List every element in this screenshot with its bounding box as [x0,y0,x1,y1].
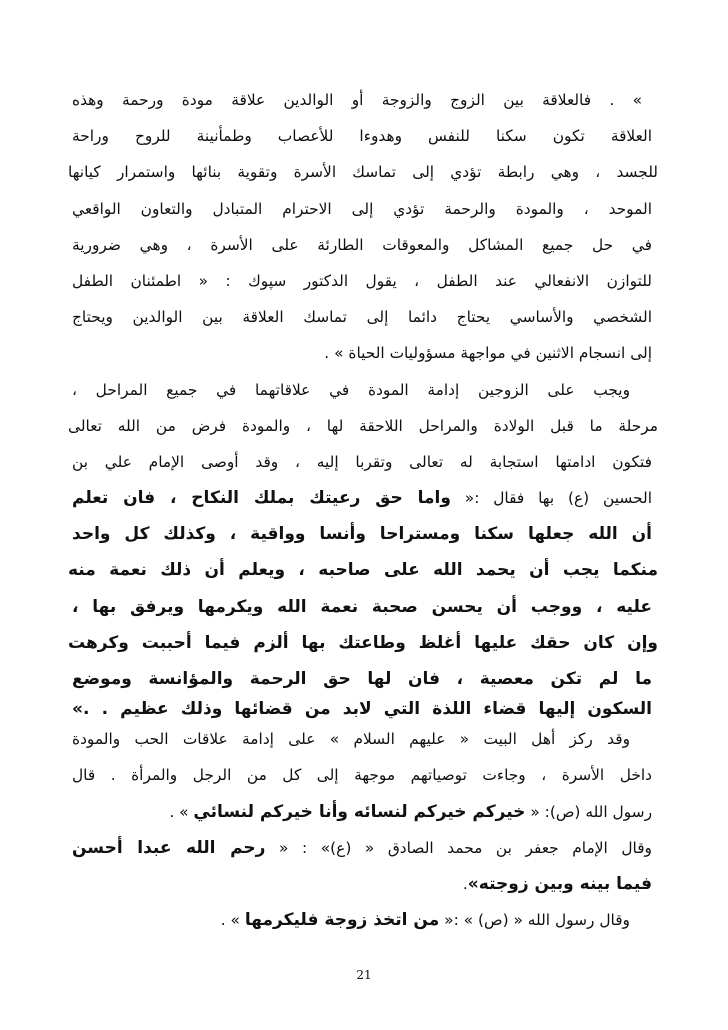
hadith-text: رحم الله عبدا أحسن [72,837,266,858]
quote-line: منكما يجب أن يحمد الله على صاحبه ، ويعلم أن ذلك نعمة منه [68,560,658,581]
hadith-close: » . [220,911,240,930]
hadith-text: خيركم خيركم لنسائه وأنا خيركم لنسائي [193,801,526,822]
quote-line: ما لم تكن معصية ، فان لها حق الرحمة والمؤانسة وموضع [72,669,652,689]
text-line: ويجب على الزوجين إدامة المودة في علاقاتهما في جميع المراحل ، [72,380,630,399]
text-line: داخل الأسرة ، وجاءت توصياتهم موجهة إلى كل من الرجل والمرأة . قال [72,766,652,785]
quote-intro: الحسين (ع) بها فقال :« [464,489,652,508]
text-line [72,902,652,938]
page-body [68,82,658,938]
hadith-text: فيما بينه وبين زوجته» [467,873,652,894]
text-line: الشخصي والأساسي يحتاج دائما إلى تماسك العلاقة بين الوالدين ويحتاج [72,308,652,327]
quote-text: واما حق رعيتك بملك النكاح ، فان تعلم [72,488,451,509]
text-line: فتكون ادامتها استجابة له تعالى وتقربا إليه ، وقد أوصى الإمام علي بن [72,452,652,471]
page-number: 21 [356,968,372,982]
text-line [72,866,652,902]
hadith-close: . [462,874,468,893]
text-line: للجسد ، وهي رابطة تؤدي إلى تماسك الأسرة وتقوية بنائها واستمرار كيانها [68,163,658,182]
text-line: » . فالعلاقة بين الزوج والزوجة أو الوالدين علاقة مودة ورحمة وهذه [72,91,642,109]
text-line [72,794,652,830]
hadith-text: من اتخذ زوجة فليكرمها [244,910,440,931]
text-line: إلى انسجام الاثنين في مواجهة مسؤوليات الحياة » . [324,344,652,363]
quote-line: السكون إليها قضاء اللذة التي لابد من قضائها وذلك عظيم . .» [72,699,652,720]
quote-line: عليه ، ووجب أن يحسن صحبة نعمة الله ويكرمها ويرفق بها ، [72,596,652,617]
text-line [72,480,652,516]
text-line: في حل جميع المشاكل والمعوقات الطارئة على الأسرة ، وهي ضرورية [72,235,652,254]
text-line: الموحد ، والمودة والرحمة تؤدي إلى الاحترام المتبادل والتعاون الواقعي [72,199,652,218]
hadith-intro: وقال رسول الله « (ص) » :« [444,911,630,930]
text-line: وقد ركز أهل البيت « عليهم السلام » على إدامة علاقات الحب والمودة [72,730,630,749]
hadith-close: » . [169,802,189,821]
hadith-intro: رسول الله (ص): « [530,802,652,821]
hadith-intro: وقال الإمام جعفر بن محمد الصادق « (ع)» : « [279,838,652,857]
text-line: مرحلة ما قبل الولادة والمراحل اللاحقة لها ، والمودة فرض من الله تعالى [68,416,658,435]
text-line [72,830,652,866]
text-line: العلاقة تكون سكنا للنفس وهدوءا للأعصاب وطمأنينة للروح وراحة [72,127,652,146]
quote-line: أن الله جعلها سكنا ومستراحا وأنسا وواقية ، وكذلك كل واحد [72,524,652,545]
quote-line: وإن كان حقك عليها أغلظ وطاعتك بها ألزم فيما أحببت وكرهت [68,632,658,653]
text-line: للتوازن الانفعالي عند الطفل ، يقول الدكتور سپوك : « اطمئنان الطفل [72,271,652,290]
